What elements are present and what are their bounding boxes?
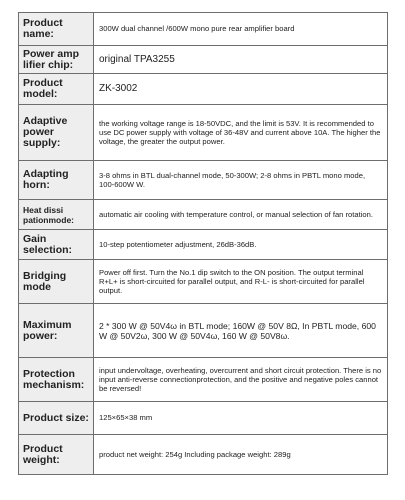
label-protection: Protection mechanism: — [19, 358, 94, 402]
value-maximum-power: 2 * 300 W @ 50V4ω in BTL mode; 160W @ 50V 8Ω, In PBTL mode, 600 W @ 50V2ω, 300 W @ 50V4ω, 160 W @ 50V8ω. — [94, 304, 388, 358]
label-adaptive-power: Adaptive power supply: — [19, 105, 94, 161]
label-power-amp-chip: Power amp lifier chip: — [19, 46, 94, 74]
label-adapting-horn: Adapting horn: — [19, 161, 94, 200]
row-bridging-mode — [19, 260, 388, 304]
row-maximum-power — [19, 304, 388, 358]
row-protection — [19, 358, 388, 402]
spec-table — [18, 12, 388, 475]
value-gain-selection: 10-step potentiometer adjustment, 26dB-36dB. — [94, 230, 388, 260]
value-heat-dissipation: automatic air cooling with temperature control, or manual selection of fan rotation. — [94, 200, 388, 230]
row-product-model — [19, 74, 388, 105]
row-heat-dissipation — [19, 200, 388, 230]
label-product-weight: Product weight: — [19, 435, 94, 475]
label-maximum-power: Maximum power: — [19, 304, 94, 358]
value-product-weight: product net weight: 254g Including package weight: 289g — [94, 435, 388, 475]
value-adaptive-power: the working voltage range is 18-50VDC, and the limit is 53V. It is recommended to use DC power supply with voltage of 36-48V and current above 10A. The higher the voltage, the greater the output power. — [94, 105, 388, 161]
label-product-model: Product model: — [19, 74, 94, 105]
value-adapting-horn: 3-8 ohms in BTL dual-channel mode, 50-300W; 2-8 ohms in PBTL mono mode, 100-600W W. — [94, 161, 388, 200]
label-product-size: Product size: — [19, 402, 94, 435]
row-product-name — [19, 13, 388, 46]
value-bridging-mode: Power off first. Turn the No.1 dip switch to the ON position. The output terminal R+L+ is short-circuited for parallel output, and R-L- is short-circuited for parallel output. — [94, 260, 388, 304]
row-product-weight — [19, 435, 388, 475]
value-product-name: 300W dual channel /600W mono pure rear amplifier board — [94, 13, 388, 46]
value-protection: input undervoltage, overheating, overcurrent and short circuit protection. There is no input anti-reverse connectionprotection, and the positive and negative poles cannot be reversed! — [94, 358, 388, 402]
value-power-amp-chip: original TPA3255 — [94, 46, 388, 74]
label-gain-selection: Gain selection: — [19, 230, 94, 260]
value-product-size: 125×65×38 mm — [94, 402, 388, 435]
label-bridging-mode: Bridging mode — [19, 260, 94, 304]
row-power-amp-chip — [19, 46, 388, 74]
row-adaptive-power — [19, 105, 388, 161]
label-product-name: Product name: — [19, 13, 94, 46]
row-adapting-horn — [19, 161, 388, 200]
value-product-model: ZK-3002 — [94, 74, 388, 105]
label-heat-dissipation: Heat dissi pationmode: — [19, 200, 94, 230]
row-product-size — [19, 402, 388, 435]
row-gain-selection — [19, 230, 388, 260]
